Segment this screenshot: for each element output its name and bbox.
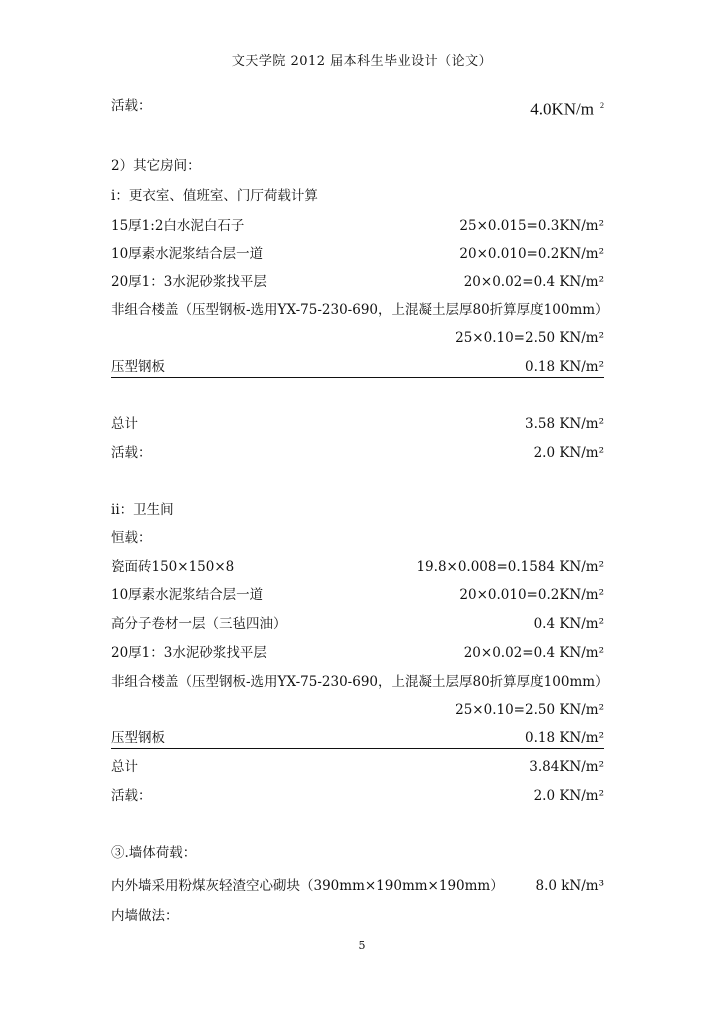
subsection-heading — [111, 500, 604, 520]
line-value: 20×0.010=0.2KN/m² — [459, 246, 604, 262]
load-item-value-only — [111, 328, 604, 348]
line-value: 19.8×0.008=0.1584 KN/m² — [416, 559, 604, 575]
page-number: 5 — [358, 939, 366, 952]
line-label: 10厚素水泥浆结合层一道 — [111, 587, 264, 603]
line-value: 20×0.02=0.4 KN/m² — [463, 274, 604, 290]
line-value: 20×0.02=0.4 KN/m² — [463, 645, 604, 661]
line-label: 内外墙采用粉煤灰轻渣空心砌块（390mm×190mm×190mm） — [111, 878, 504, 894]
line-value: 0.18 KN/m² — [524, 730, 604, 746]
subsection-heading — [111, 906, 604, 926]
load-item-description — [111, 300, 609, 320]
section-heading — [111, 156, 604, 176]
line-label: 活载： — [111, 445, 152, 461]
line-label: 总计 — [111, 416, 138, 432]
line-label: 20厚1：3水泥砂浆找平层 — [111, 645, 267, 661]
line-value — [530, 96, 604, 120]
line-value: 25×0.015=0.3KN/m² — [459, 218, 604, 234]
line-label: 20厚1：3水泥砂浆找平层 — [111, 274, 267, 290]
line-label: 10厚素水泥浆结合层一道 — [111, 246, 264, 262]
line-value: 3.84KN/m² — [529, 759, 604, 775]
load-item — [111, 585, 604, 605]
load-item — [111, 244, 604, 264]
value-text: 4.0KN/m — [530, 99, 594, 119]
subsection-heading — [111, 186, 604, 206]
live-load-line — [111, 443, 604, 463]
load-item-underlined — [111, 728, 604, 749]
superscript: 2 — [600, 101, 604, 110]
line-label: 总计 — [111, 759, 138, 775]
line-label: 活载： — [111, 98, 152, 114]
line-label: i：更衣室、值班室、门厅荷载计算 — [111, 188, 318, 204]
line-label: 活载： — [111, 788, 152, 804]
load-item — [111, 614, 604, 634]
line-label: 2）其它房间： — [111, 158, 201, 174]
load-item — [111, 876, 604, 896]
total-line — [111, 414, 604, 434]
load-item-description — [111, 672, 609, 692]
line-label: 非组合楼盖（压型钢板-选用YX-75-230-690，上混凝土层厚80折算厚度100mm） — [111, 302, 609, 318]
line-label: 压型钢板 — [111, 359, 165, 375]
line-label: 瓷面砖150×150×8 — [111, 559, 235, 575]
line-value: 25×0.10=2.50 KN/m² — [455, 702, 604, 718]
line-value: 0.4 KN/m² — [533, 616, 604, 632]
load-item — [111, 557, 604, 577]
live-load-line — [111, 786, 604, 806]
line-value: 2.0 KN/m² — [533, 445, 604, 461]
line-label: 恒载： — [111, 530, 152, 546]
page-header: 文天学院 2012 届本科生毕业设计（论文） — [231, 54, 493, 69]
line-value: 0.18 KN/m² — [524, 359, 604, 375]
line-label: 内墙做法： — [111, 908, 179, 924]
load-item — [111, 272, 604, 292]
load-item — [111, 643, 604, 663]
line-value: 20×0.010=0.2KN/m² — [459, 587, 604, 603]
load-item — [111, 216, 604, 236]
load-item-value-only — [111, 700, 604, 720]
line-label: ③.墙体荷载： — [111, 845, 197, 861]
line-value: 25×0.10=2.50 KN/m² — [455, 330, 604, 346]
dead-load-heading — [111, 528, 604, 548]
line-label: 高分子卷材一层（三毡四油） — [111, 616, 287, 632]
line-value: 2.0 KN/m² — [533, 788, 604, 804]
line-value: 3.58 KN/m² — [524, 416, 604, 432]
line-value: 8.0 kN/m³ — [535, 878, 604, 894]
load-item-underlined — [111, 357, 604, 378]
section-heading — [111, 843, 604, 863]
total-line — [111, 757, 604, 777]
line-label: 非组合楼盖（压型钢板-选用YX-75-230-690，上混凝土层厚80折算厚度100mm） — [111, 674, 609, 690]
live-load-line-1 — [111, 96, 604, 119]
line-label: ii：卫生间 — [111, 502, 174, 518]
line-label: 15厚1:2白水泥白石子 — [111, 218, 245, 234]
line-label: 压型钢板 — [111, 730, 165, 746]
